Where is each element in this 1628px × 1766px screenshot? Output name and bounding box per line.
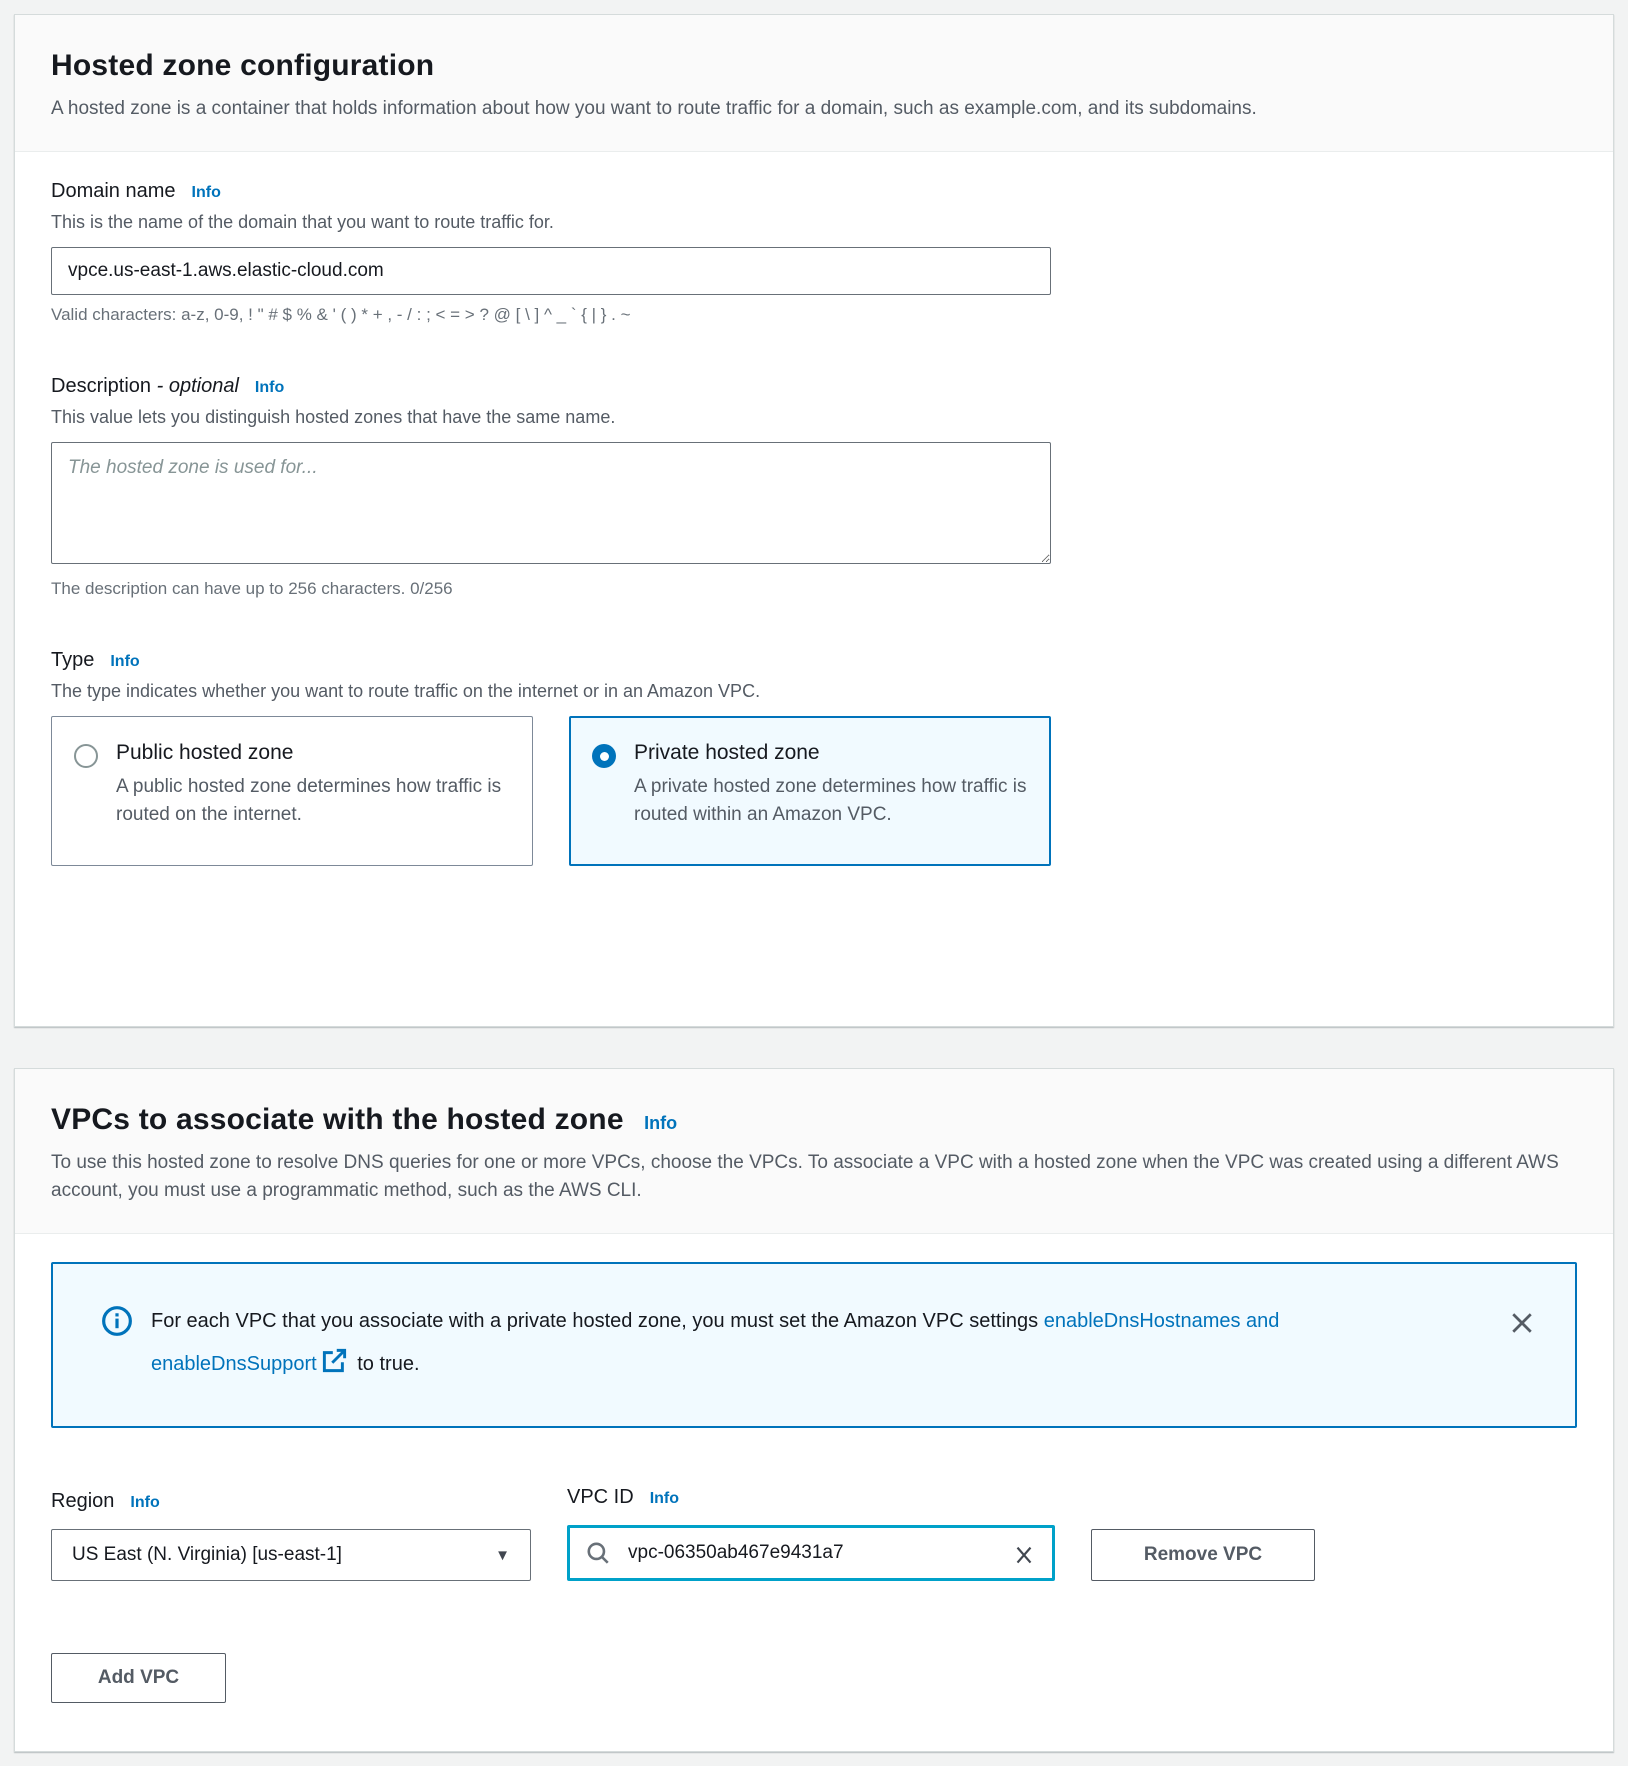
vpcs-panel-header — [15, 1069, 1613, 1234]
alert-close-button[interactable] — [1503, 1304, 1541, 1342]
vpcs-panel-description: To use this hosted zone to resolve DNS queries for one or more VPCs, choose the VPCs. To associate a VPC with a hosted zone when the VPC was created using a different AWS account, you must use a programmatic method, such as the AWS CLI. — [51, 1152, 1559, 1201]
domain-name-constraint: Valid characters: a-z, 0-9, ! " # $ % & ' ( ) * + , - / : ; < = > ? @ [ \ ] ^ _ ` { | } . ~ — [51, 305, 631, 324]
public-hosted-zone-desc: A public hosted zone determines how traffic is routed on the internet. — [116, 776, 502, 825]
vpc-settings-info-alert — [51, 1262, 1577, 1428]
chevron-down-icon: ▼ — [495, 1546, 510, 1564]
region-column — [51, 1490, 531, 1581]
vpcs-to-associate-panel — [14, 1068, 1614, 1752]
add-vpc-button[interactable]: Add VPC — [51, 1653, 226, 1703]
vpcs-panel-body — [15, 1234, 1613, 1751]
type-info-link[interactable]: Info — [110, 653, 140, 670]
vpcs-info-link[interactable]: Info — [644, 1113, 678, 1133]
clear-input-icon[interactable] — [1007, 1538, 1041, 1572]
domain-name-helper: This is the name of the domain that you want to route traffic for. — [51, 212, 554, 232]
panel-title: Hosted zone configuration — [51, 49, 435, 82]
private-hosted-zone-option[interactable] — [569, 716, 1051, 866]
region-select-value: US East (N. Virginia) [us-east-1] — [72, 1544, 342, 1565]
radio-unchecked-icon[interactable] — [74, 744, 98, 768]
type-helper: The type indicates whether you want to route traffic on the internet or in an Amazon VPC. — [51, 681, 761, 701]
remove-vpc-button[interactable]: Remove VPC — [1091, 1529, 1315, 1581]
optional-label: - optional — [156, 375, 239, 397]
description-field — [51, 375, 1577, 599]
region-info-link[interactable]: Info — [130, 1494, 160, 1511]
vpc-association-row — [51, 1486, 1577, 1581]
radio-checked-icon[interactable] — [592, 744, 616, 768]
public-hosted-zone-title: Public hosted zone — [116, 741, 294, 764]
hosted-zone-configuration-panel — [14, 14, 1614, 1027]
domain-name-field — [51, 180, 1577, 325]
enable-dns-link[interactable]: enableDnsHostnames and enableDnsSupport — [151, 1310, 1280, 1375]
external-link-icon[interactable] — [321, 1347, 348, 1390]
region-select[interactable] — [51, 1529, 531, 1581]
domain-name-label: Domain name — [51, 180, 176, 202]
description-constraint: The description can have up to 256 characters. 0/256 — [51, 579, 453, 598]
domain-name-info-link[interactable]: Info — [191, 184, 221, 201]
type-field — [51, 649, 1577, 866]
info-circle-icon — [101, 1305, 133, 1390]
description-label: Description - optional — [51, 375, 239, 397]
type-label: Type — [51, 649, 95, 671]
private-hosted-zone-desc: A private hosted zone determines how traffic is routed within an Amazon VPC. — [634, 776, 1027, 825]
domain-name-input[interactable] — [51, 247, 1051, 295]
search-icon — [585, 1540, 611, 1571]
vpc-id-column — [567, 1486, 1055, 1581]
hosted-zone-configuration-body — [15, 152, 1613, 914]
description-info-link[interactable]: Info — [254, 379, 285, 396]
vpc-id-input[interactable] — [567, 1525, 1055, 1581]
type-options — [51, 716, 1577, 866]
description-helper: This value lets you distinguish hosted zones that have the same name. — [51, 407, 616, 427]
description-textarea[interactable] — [51, 442, 1051, 564]
alert-text: For each VPC that you associate with a private hosted zone, you must set the Amazon VPC settings enableDnsHostnames and enableDnsSupport to true. — [151, 1300, 1411, 1390]
vpc-id-info-link[interactable]: Info — [649, 1490, 680, 1507]
hosted-zone-configuration-header — [15, 15, 1613, 152]
private-hosted-zone-title: Private hosted zone — [634, 741, 820, 764]
public-hosted-zone-option[interactable] — [51, 716, 533, 866]
panel-description: A hosted zone is a container that holds information about how you want to route traffic for a domain, such as example.com, and its subdomains. — [51, 98, 1257, 119]
vpc-id-label: VPC ID — [567, 1486, 634, 1508]
region-label: Region — [51, 1490, 115, 1512]
vpcs-panel-title: VPCs to associate with the hosted zone — [51, 1103, 624, 1136]
